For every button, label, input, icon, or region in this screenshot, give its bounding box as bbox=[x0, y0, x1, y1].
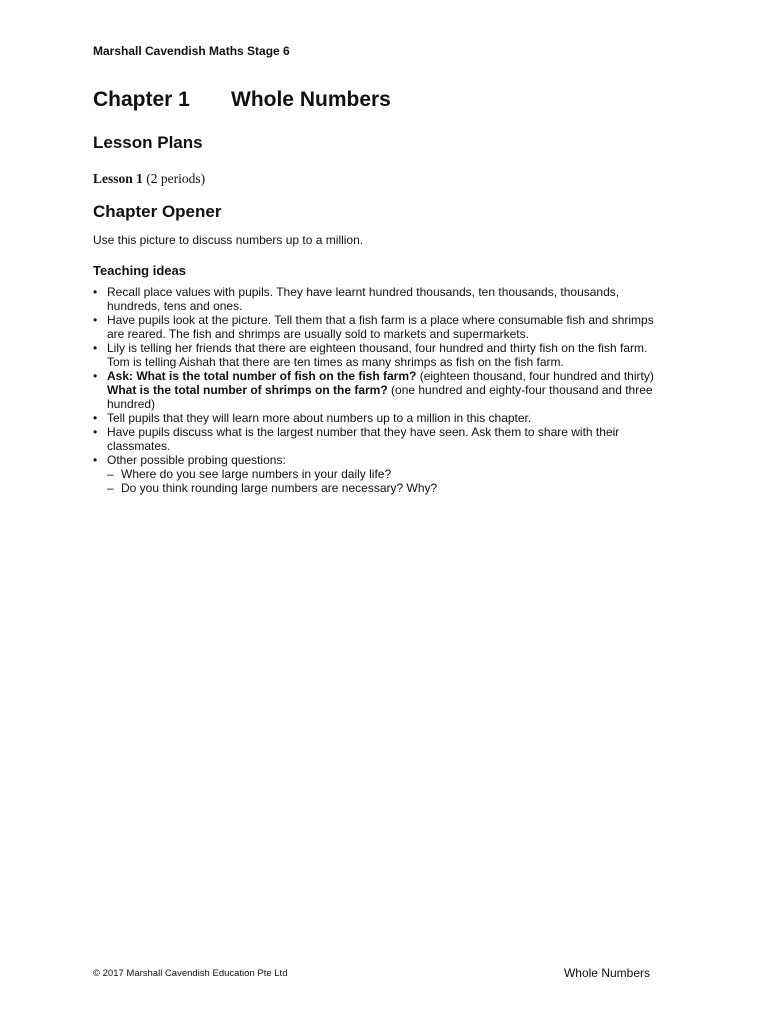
list-item bbox=[93, 313, 673, 341]
sub-list-item bbox=[107, 467, 673, 481]
bullet-icon: • bbox=[93, 285, 98, 299]
list-item-text bbox=[107, 369, 654, 411]
list-item-text: Have pupils look at the picture. Tell them that a fish farm is a place where consumable fish and shrimps are reared. The fish and shrimps are usually sold to markets and supermarkets. bbox=[107, 313, 654, 341]
list-item bbox=[93, 453, 673, 495]
dash-icon: – bbox=[107, 467, 114, 481]
answer-shrimps: (one hundred and eighty-four thousand and three hundred) bbox=[107, 383, 653, 411]
sub-list-item bbox=[107, 481, 673, 495]
question-shrimps: What is the total number of shrimps on the farm? bbox=[107, 383, 388, 397]
lesson-label: Lesson 1 bbox=[93, 171, 143, 186]
chapter-name: Whole Numbers bbox=[231, 88, 391, 111]
list-item-text: Have pupils discuss what is the largest number that they have seen. Ask them to share with their classmates. bbox=[107, 425, 620, 453]
list-item bbox=[93, 425, 673, 453]
list-item-text: Tell pupils that they will learn more about numbers up to a million in this chapter. bbox=[107, 411, 532, 425]
chapter-opener-intro: Use this picture to discuss numbers up to a million. bbox=[93, 233, 364, 247]
bullet-icon: • bbox=[93, 369, 98, 383]
sub-list-item-text: Do you think rounding large numbers are necessary? Why? bbox=[121, 481, 438, 495]
footer-copyright: © 2017 Marshall Cavendish Education Pte Ltd bbox=[93, 968, 288, 979]
lesson-periods: (2 periods) bbox=[146, 171, 206, 186]
running-header: Marshall Cavendish Maths Stage 6 bbox=[93, 44, 290, 58]
answer-fish: (eighteen thousand, four hundred and thirty) bbox=[416, 369, 654, 383]
teaching-ideas-heading: Teaching ideas bbox=[93, 263, 186, 278]
chapter-number: Chapter 1 bbox=[93, 88, 190, 111]
lesson-plans-heading: Lesson Plans bbox=[93, 133, 203, 152]
lesson-line bbox=[93, 171, 205, 187]
chapter-opener-heading: Chapter Opener bbox=[93, 202, 222, 221]
bullet-icon: • bbox=[93, 313, 98, 327]
bullet-icon: • bbox=[93, 411, 98, 425]
probing-questions-list bbox=[107, 467, 673, 495]
dash-icon: – bbox=[107, 481, 114, 495]
sub-list-item-text: Where do you see large numbers in your daily life? bbox=[121, 467, 392, 481]
bullet-icon: • bbox=[93, 453, 98, 467]
chapter-title bbox=[93, 88, 391, 112]
list-item bbox=[93, 411, 673, 425]
list-item bbox=[93, 341, 673, 369]
list-item-text: Recall place values with pupils. They have learnt hundred thousands, ten thousands, thousands, hundreds, tens and ones. bbox=[107, 285, 620, 313]
list-item-text: Other possible probing questions: bbox=[107, 453, 286, 467]
list-item bbox=[93, 285, 673, 313]
footer-section-title: Whole Numbers bbox=[563, 966, 650, 980]
list-item bbox=[93, 369, 673, 411]
list-item-text: Lily is telling her friends that there are eighteen thousand, four hundred and thirty fish on the fish farm. Tom is telling Aishah that there are ten times as many shrimps as fish on the fish farm. bbox=[107, 341, 648, 369]
teaching-ideas-list bbox=[93, 285, 673, 495]
question-fish: Ask: What is the total number of fish on the fish farm? bbox=[107, 369, 417, 383]
bullet-icon: • bbox=[93, 341, 98, 355]
bullet-icon: • bbox=[93, 425, 98, 439]
